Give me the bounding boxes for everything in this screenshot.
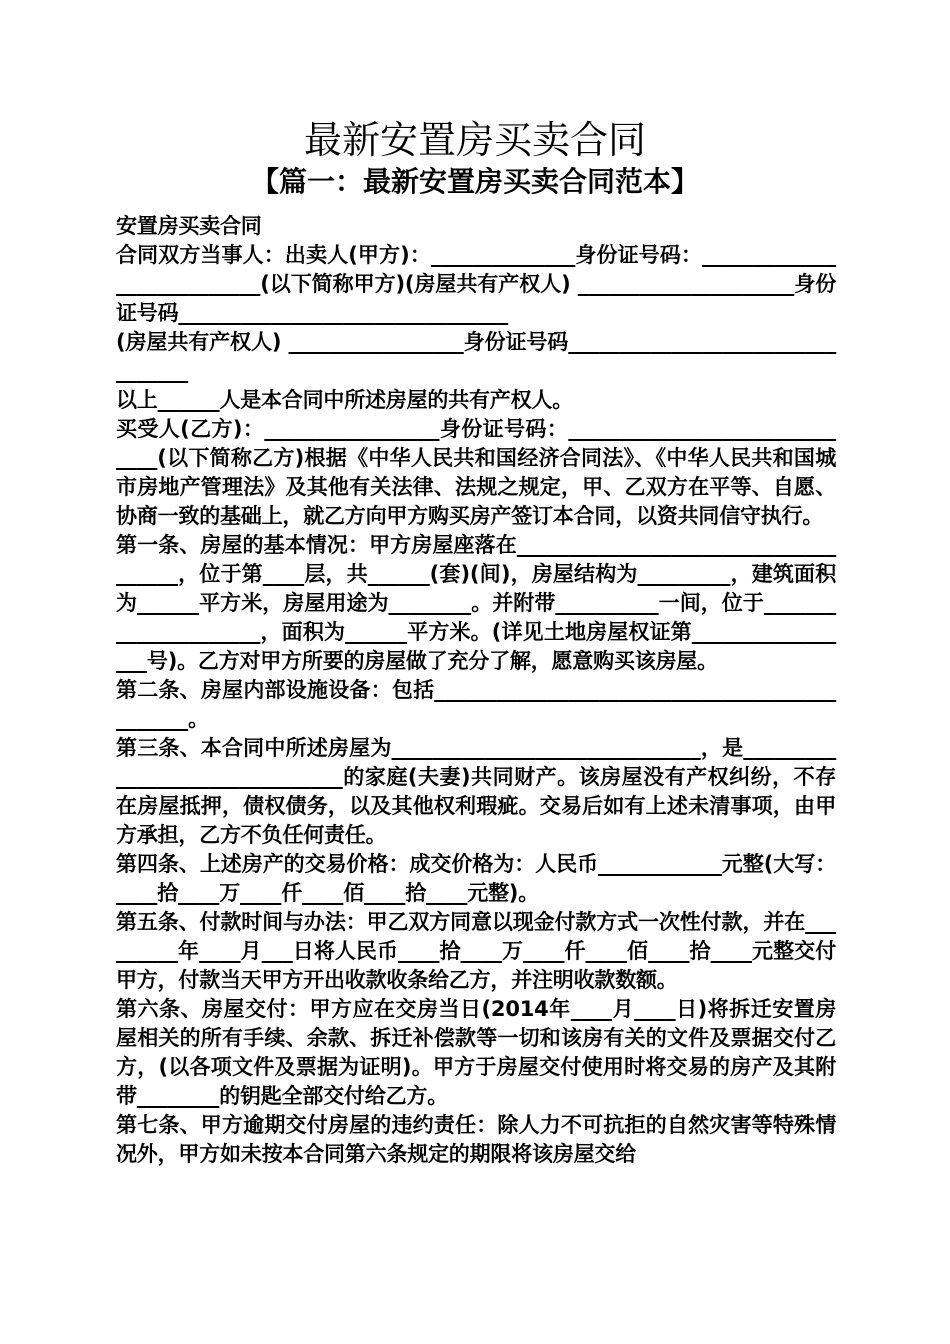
article-2: 第二条、房屋内部设施设备：包括______________________________________________。 xyxy=(116,678,836,731)
article-3: 第三条、本合同中所述房屋为______________________________，是_______________________________的家庭(夫妻)共同财产。该房屋没有产权纠纷，不存在房屋抵押，债权债务，以及其他权利瑕疵。交易后如有上述未清事项，由甲方承担，乙方不负任何责任。 xyxy=(116,736,836,847)
article-4: 第四条、上述房产的交易价格：成交价格为：人民币____________元整(大写：____拾____万____仟____佰____拾____元整)。 xyxy=(116,852,836,905)
contract-heading: 安置房买卖合同 xyxy=(116,214,262,238)
document-subtitle: 【篇一：最新安置房买卖合同范本】 xyxy=(250,165,699,198)
document-title: 最新安置房买卖合同 xyxy=(303,118,646,162)
article-7: 第七条、甲方逾期交付房屋的违约责任：除人力不可抗拒的自然灾害等特殊情况外，甲方如未按本合同第六条规定的期限将该房屋交给 xyxy=(116,1113,836,1166)
contract-body xyxy=(116,212,836,1169)
article-6: 第六条、房屋交付：甲方应在交房当日(2014年____月____日)将拆迁安置房屋相关的所有手续、余款、拆迁补偿款等一切和该房有关的文件及票据交付乙方，(以各项文件及票据为证明)。甲方于房屋交付使用时将交易的房产及其附带________的钥匙全部交付给乙方。 xyxy=(116,997,836,1108)
paragraph-buyer: 买受人(乙方)：_________________身份证号码：______________________________(以下简称乙方)根据《中华人民共和国经济合同法》、《中华人民共和国城市房地产管理法》及其他有关法律、法规之规定，甲、乙双方在平等、自愿、协商一致的基础上，就乙方向甲方购买房产签订本合同，以资共同信守执行。 xyxy=(116,417,836,528)
article-1: 第一条、房屋的基本情况：甲方房屋座落在_____________________________________，位于第____层，共______(套)(间)，房屋结构为_________，建筑面积为______平方米，房屋用途为________。并附带__________一间，位于_____________________，面积为______平方米。(详见土地房屋权证第_________________号)。乙方对甲方所要的房屋做了充分了解，愿意购买该房屋。 xyxy=(116,533,836,673)
article-5: 第五条、付款时间与办法：甲乙双方同意以现金付款方式一次性付款，并在_________年____月___日将人民币____拾____万____仟____佰____拾____元整交付甲方，付款当天甲方开出收款收条给乙方，并注明收款数额。 xyxy=(116,910,836,992)
paragraph-parties: 合同双方当事人：出卖人(甲方)：______________身份证号码：___________________________(以下简称甲方)(房屋共有产权人) _____________________身份证号码________________________________ xyxy=(116,243,836,325)
paragraph-co-owner: (房屋共有产权人) _________________身份证号码_________________________________ xyxy=(116,330,836,383)
paragraph-co-owner-count: 以上______人是本合同中所述房屋的共有产权人。 xyxy=(116,388,573,412)
